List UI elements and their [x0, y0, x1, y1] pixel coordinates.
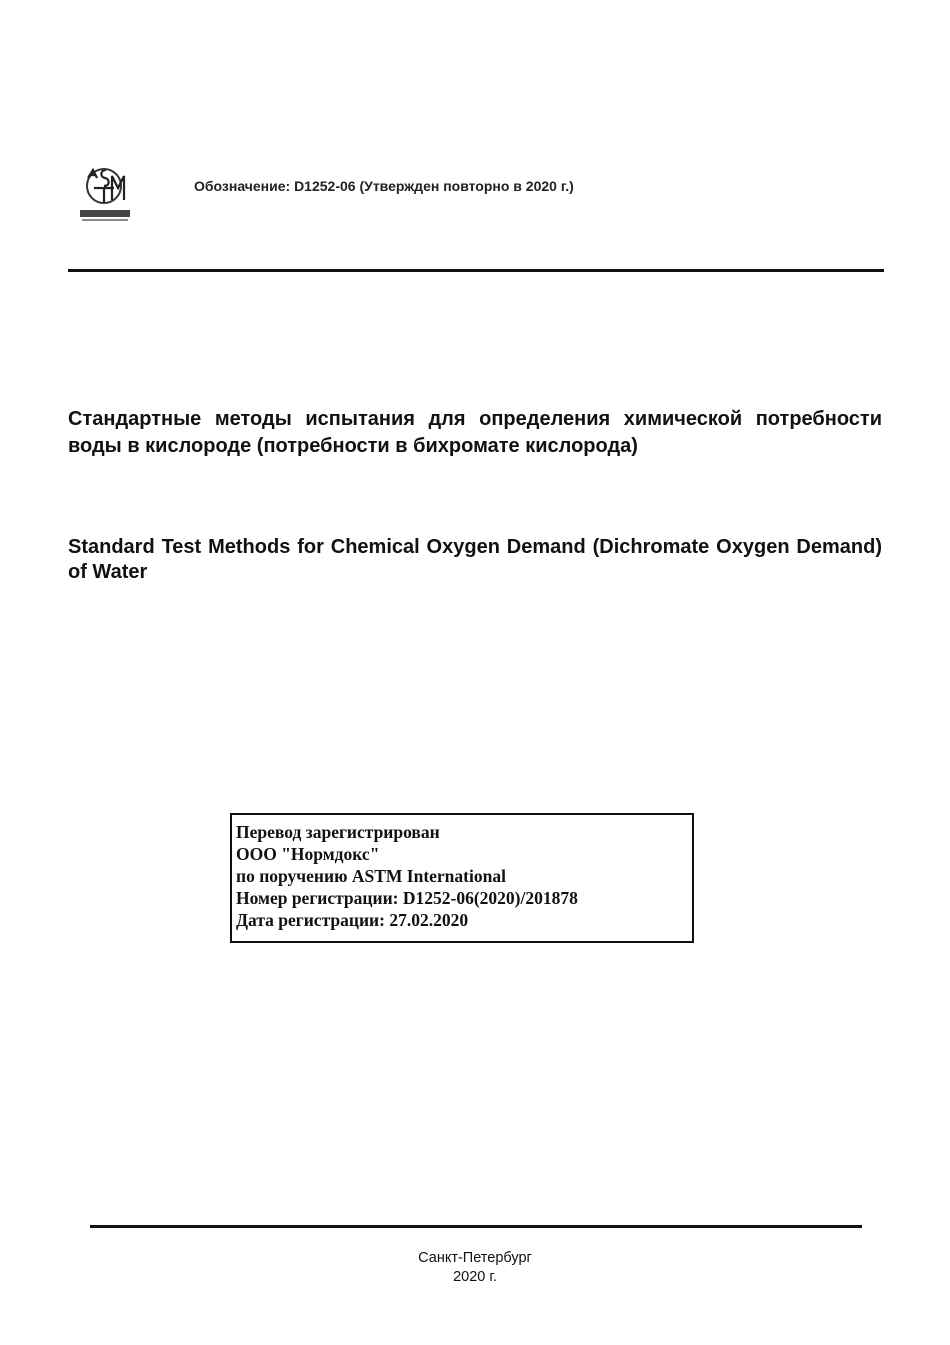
bottom-divider	[90, 1225, 862, 1228]
footer-city: Санкт-Петербург	[418, 1250, 532, 1266]
registration-box	[230, 813, 694, 943]
top-divider	[68, 269, 884, 272]
registration-date: Дата регистрации: 27.02.2020	[236, 910, 469, 930]
title-russian: Стандартные методы испытания для определения химической потребности воды в кислороде (потребности в бихромате кислорода)	[68, 408, 882, 457]
astm-logo	[80, 166, 132, 222]
footer	[0, 1249, 950, 1287]
registration-number: Номер регистрации: D1252-06(2020)/201878	[236, 888, 578, 908]
footer-year: 2020 г.	[453, 1269, 497, 1285]
registration-line-2: ООО "Нормдокс"	[236, 844, 380, 864]
registration-line-1: Перевод зарегистрирован	[236, 822, 440, 842]
title-english: Standard Test Methods for Chemical Oxygen Demand (Dichromate Oxygen Demand) of Water	[68, 536, 882, 583]
registration-line-3: по поручению ASTM International	[236, 866, 506, 886]
designation-text: Обозначение: D1252-06 (Утвержден повторно в 2020 г.)	[194, 178, 574, 194]
astm-logo-icon	[80, 166, 132, 222]
